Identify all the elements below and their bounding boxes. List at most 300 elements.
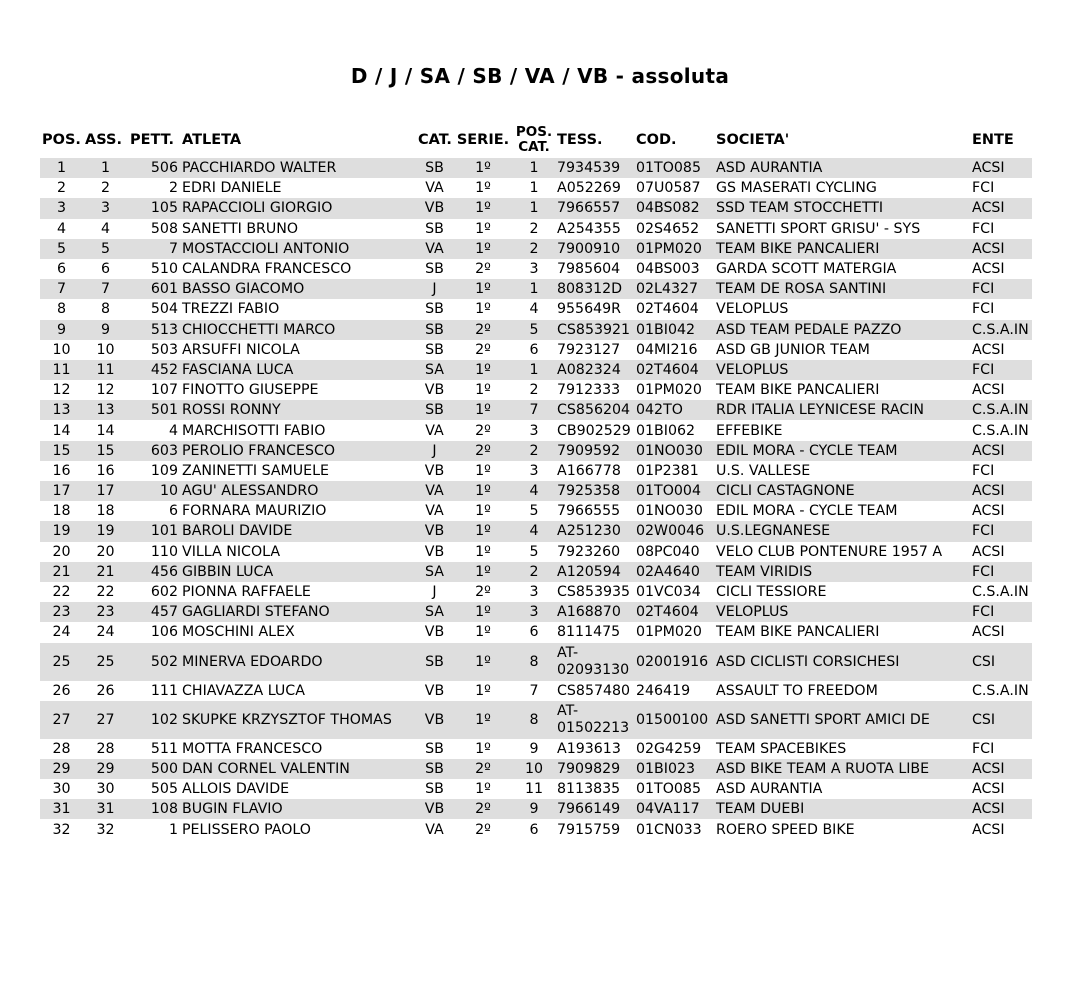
header-atleta: ATLETA: [182, 132, 242, 148]
results-table: [40, 122, 1032, 840]
cell-cod: 04BS003: [636, 261, 700, 278]
cell-atleta: FORNARA MAURIZIO: [182, 503, 327, 520]
cell-ente: ACSI: [972, 624, 1005, 641]
cell-pos: 21: [40, 562, 83, 582]
cell-societa: SSD TEAM STOCCHETTI: [714, 198, 970, 218]
cell-societa: VELO CLUB PONTENURE 1957 A: [716, 543, 943, 560]
cell-atleta: AGU' ALESSANDRO: [180, 481, 416, 501]
cell-atleta: MINERVA EDOARDO: [180, 643, 416, 681]
table-row: [40, 158, 1032, 178]
cell-serie: 1º: [475, 740, 491, 757]
cell-cat: SB: [416, 400, 453, 420]
cell-ass: 20: [96, 543, 115, 560]
cell-cod: 01BI023: [634, 759, 714, 779]
cell-pos: 9: [40, 320, 83, 340]
cell-ente: ACSI: [972, 503, 1005, 520]
cell-tess: A166778: [557, 462, 621, 479]
cell-pos: 1: [40, 158, 83, 178]
table-row: [40, 239, 1032, 259]
cell-serie: 1º: [475, 301, 491, 318]
cell-ente: FCI: [972, 220, 995, 237]
cell-societa: ASD SANETTI SPORT AMICI DE: [714, 701, 970, 739]
cell-pos: 24: [52, 624, 71, 641]
cell-serie: 2º: [475, 341, 491, 358]
cell-cod: 02T4604: [634, 360, 714, 380]
cell-ente: FCI: [970, 360, 1032, 380]
cell-pett: 502: [128, 643, 180, 681]
cell-cat: VA: [425, 422, 444, 439]
cell-poscat: 5: [529, 543, 539, 560]
cell-serie: 2º: [475, 261, 491, 278]
cell-poscat: 8: [513, 643, 555, 681]
cell-cat: VB: [416, 799, 453, 819]
table-row: [40, 643, 1032, 681]
cell-cat: SA: [416, 360, 453, 380]
cell-atleta: MOSTACCIOLI ANTONIO: [180, 239, 416, 259]
cell-societa: ROERO SPEED BIKE: [716, 821, 855, 838]
cell-atleta: MARCHISOTTI FABIO: [182, 422, 326, 439]
cell-cat: VB: [424, 543, 445, 560]
cell-pos: 5: [40, 239, 83, 259]
cell-ente: ACSI: [970, 239, 1032, 259]
cell-cat: SB: [425, 341, 444, 358]
cell-pett: 107: [150, 382, 178, 399]
cell-pos: 20: [52, 543, 71, 560]
cell-pett: 109: [150, 462, 178, 479]
cell-poscat: 10: [513, 759, 555, 779]
table-row: [40, 501, 1032, 521]
table-row: [40, 360, 1032, 380]
cell-tess: CS856204: [555, 400, 634, 420]
cell-ente: FCI: [970, 602, 1032, 622]
cell-pett: 510: [150, 261, 178, 278]
cell-cat: VA: [425, 503, 444, 520]
header-poscat-line1: POS.: [515, 124, 553, 140]
table-row: [40, 622, 1032, 642]
cell-atleta: TREZZI FABIO: [182, 301, 280, 318]
table-row: [40, 819, 1032, 839]
cell-cat: SB: [416, 759, 453, 779]
cell-cat: SB: [425, 261, 444, 278]
cell-atleta: PIONNA RAFFAELE: [182, 584, 311, 601]
cell-tess: A082324: [555, 360, 634, 380]
cell-cod: 08PC040: [636, 543, 700, 560]
cell-cat: VB: [416, 701, 453, 739]
cell-pett: 102: [128, 701, 180, 739]
cell-societa: GARDA SCOTT MATERGIA: [716, 261, 897, 278]
header-ente: ENTE: [972, 132, 1014, 148]
cell-poscat: 5: [513, 320, 555, 340]
cell-ente: ACSI: [972, 341, 1005, 358]
cell-pos: 11: [40, 360, 83, 380]
cell-poscat: 1: [529, 180, 539, 197]
cell-pos: 3: [40, 198, 83, 218]
cell-pett: 105: [128, 198, 180, 218]
cell-atleta: FASCIANA LUCA: [180, 360, 416, 380]
cell-ass: 28: [96, 740, 115, 757]
cell-pos: 7: [40, 279, 83, 299]
cell-serie: 2º: [475, 584, 491, 601]
cell-poscat: 6: [529, 341, 539, 358]
cell-poscat: 2: [529, 382, 539, 399]
cell-serie: 2º: [453, 441, 513, 461]
cell-pett: 456: [128, 562, 180, 582]
cell-tess: A193613: [557, 740, 621, 757]
cell-serie: 2º: [453, 759, 513, 779]
cell-cod: 246419: [636, 682, 691, 699]
cell-cat: J: [432, 584, 437, 601]
cell-ass: 11: [83, 360, 128, 380]
cell-ass: 7: [83, 279, 128, 299]
cell-atleta: GIBBIN LUCA: [180, 562, 416, 582]
cell-cod: 02G4259: [636, 740, 702, 757]
cell-poscat: 8: [513, 701, 555, 739]
cell-poscat: 7: [529, 682, 539, 699]
cell-societa: VELOPLUS: [714, 360, 970, 380]
cell-ass: 24: [96, 624, 115, 641]
cell-ente: FCI: [972, 301, 995, 318]
cell-ass: 5: [83, 239, 128, 259]
cell-ass: 12: [96, 382, 115, 399]
cell-pos: 13: [40, 400, 83, 420]
cell-cod: 01PM020: [636, 624, 702, 641]
cell-cod: 01P2381: [636, 462, 699, 479]
cell-societa: ASD TEAM PEDALE PAZZO: [714, 320, 970, 340]
table-row: [40, 219, 1032, 239]
cell-atleta: BASSO GIACOMO: [180, 279, 416, 299]
cell-cat: VB: [424, 624, 445, 641]
cell-pett: 508: [150, 220, 178, 237]
table-row: [40, 279, 1032, 299]
cell-cod: 01TO004: [634, 481, 714, 501]
cell-serie: 1º: [453, 562, 513, 582]
cell-serie: 1º: [453, 158, 513, 178]
cell-ente: C.S.A.IN: [972, 422, 1029, 439]
cell-serie: 1º: [453, 701, 513, 739]
cell-tess: A254355: [557, 220, 621, 237]
cell-ass: 9: [83, 320, 128, 340]
cell-serie: 2º: [453, 320, 513, 340]
cell-ente: C.S.A.IN: [970, 320, 1032, 340]
cell-tess: A120594: [555, 562, 634, 582]
cell-serie: 1º: [453, 239, 513, 259]
cell-cat: SA: [416, 602, 453, 622]
cell-serie: 2º: [475, 422, 491, 439]
cell-tess: 7985604: [557, 261, 621, 278]
cell-ass: 13: [83, 400, 128, 420]
cell-pett: 511: [150, 740, 178, 757]
cell-cat: VB: [424, 382, 445, 399]
cell-tess: A052269: [557, 180, 621, 197]
cell-ass: 3: [83, 198, 128, 218]
cell-poscat: 9: [529, 740, 539, 757]
cell-pett: 603: [128, 441, 180, 461]
cell-tess: CS853935: [557, 584, 631, 601]
cell-pos: 2: [56, 180, 67, 197]
cell-pett: 500: [128, 759, 180, 779]
cell-ente: ACSI: [972, 781, 1005, 798]
cell-pos: 15: [40, 441, 83, 461]
cell-cod: 01PM020: [634, 239, 714, 259]
cell-societa: CICLI TESSIORE: [716, 584, 827, 601]
cell-ass: 6: [100, 261, 111, 278]
table-row: [40, 542, 1032, 562]
cell-tess: A168870: [555, 602, 634, 622]
cell-tess: AT- 02093130: [555, 643, 634, 681]
cell-poscat: 1: [513, 198, 555, 218]
cell-cat: SB: [416, 158, 453, 178]
cell-tess: 7900910: [555, 239, 634, 259]
cell-atleta: CALANDRA FRANCESCO: [182, 261, 352, 278]
cell-tess: 7909829: [555, 759, 634, 779]
table-row: [40, 461, 1032, 481]
header-poscat-line2: CAT.: [518, 139, 550, 155]
cell-cod: 01VC034: [636, 584, 701, 601]
cell-societa: ASD CICLISTI CORSICHESI: [714, 643, 970, 681]
header-cod: COD.: [636, 132, 677, 148]
cell-societa: ASD AURANTIA: [716, 781, 823, 798]
cell-cod: 01500100: [634, 701, 714, 739]
header-ass: ASS.: [85, 132, 122, 148]
cell-societa: TEAM BIKE PANCALIERI: [714, 239, 970, 259]
cell-poscat: 3: [513, 602, 555, 622]
cell-pett: 501: [128, 400, 180, 420]
cell-ass: 31: [83, 799, 128, 819]
cell-societa: TEAM BIKE PANCALIERI: [716, 382, 880, 399]
cell-poscat: 3: [529, 584, 539, 601]
cell-atleta: BAROLI DAVIDE: [180, 521, 416, 541]
table-header-row: [40, 122, 1032, 158]
cell-cat: VA: [416, 481, 453, 501]
cell-atleta: CHIAVAZZA LUCA: [182, 682, 305, 699]
cell-cat: J: [416, 441, 453, 461]
cell-cod: 02W0046: [634, 521, 714, 541]
cell-cat: VB: [416, 521, 453, 541]
cell-ente: ACSI: [972, 821, 1005, 838]
table-row: [40, 259, 1032, 279]
cell-poscat: 4: [513, 481, 555, 501]
cell-cod: 042TO: [634, 400, 714, 420]
cell-pos: 19: [40, 521, 83, 541]
cell-societa: VELOPLUS: [714, 602, 970, 622]
cell-pett: 505: [150, 781, 178, 798]
cell-ente: ACSI: [970, 198, 1032, 218]
cell-pos: 29: [40, 759, 83, 779]
cell-serie: 1º: [453, 481, 513, 501]
header-poscat: [513, 122, 555, 158]
cell-ass: 19: [83, 521, 128, 541]
cell-pett: 2: [168, 180, 178, 197]
table-row: [40, 380, 1032, 400]
cell-ass: 18: [96, 503, 115, 520]
cell-poscat: 2: [529, 220, 539, 237]
cell-societa: GS MASERATI CYCLING: [716, 180, 877, 197]
cell-ente: FCI: [972, 462, 995, 479]
cell-pos: 6: [56, 261, 67, 278]
cell-serie: 1º: [453, 602, 513, 622]
cell-pett: 602: [150, 584, 178, 601]
cell-poscat: 3: [529, 261, 539, 278]
cell-cod: 02T4604: [636, 301, 699, 318]
header-pos: POS.: [42, 132, 81, 148]
cell-tess: CS857480: [557, 682, 631, 699]
cell-tess: 7915759: [557, 821, 621, 838]
cell-ente: C.S.A.IN: [972, 584, 1029, 601]
table-row: [40, 602, 1032, 622]
cell-atleta: EDRI DANIELE: [182, 180, 282, 197]
cell-tess: 8111475: [557, 624, 621, 641]
cell-tess: 7912333: [557, 382, 621, 399]
cell-serie: 1º: [453, 400, 513, 420]
cell-tess: A251230: [555, 521, 634, 541]
cell-tess: 7966149: [555, 799, 634, 819]
cell-pett: 110: [150, 543, 178, 560]
cell-poscat: 11: [524, 781, 544, 798]
cell-pos: 16: [52, 462, 71, 479]
cell-societa: TEAM DUEBI: [714, 799, 970, 819]
table-row: [40, 400, 1032, 420]
cell-poscat: 4: [513, 521, 555, 541]
cell-ente: ACSI: [972, 261, 1005, 278]
cell-cod: 02S4652: [636, 220, 700, 237]
cell-serie: 1º: [475, 543, 491, 560]
cell-cat: VB: [424, 462, 445, 479]
cell-ass: 30: [96, 781, 115, 798]
cell-ass: 21: [83, 562, 128, 582]
cell-ass: 15: [83, 441, 128, 461]
cell-cod: 01TO085: [634, 158, 714, 178]
cell-pett: 1: [168, 821, 178, 838]
cell-ente: FCI: [970, 562, 1032, 582]
cell-tess: CB902529: [557, 422, 631, 439]
cell-pos: 10: [52, 341, 71, 358]
cell-pett: 601: [128, 279, 180, 299]
cell-societa: ASD BIKE TEAM A RUOTA LIBE: [714, 759, 970, 779]
cell-atleta: ROSSI RONNY: [180, 400, 416, 420]
cell-atleta: DAN CORNEL VALENTIN: [180, 759, 416, 779]
cell-pett: 4: [168, 422, 178, 439]
cell-tess: 7934539: [555, 158, 634, 178]
cell-atleta: VILLA NICOLA: [182, 543, 281, 560]
cell-ente: FCI: [970, 521, 1032, 541]
cell-pett: 10: [128, 481, 180, 501]
table-row: [40, 521, 1032, 541]
cell-pett: 6: [168, 503, 178, 520]
table-row: [40, 320, 1032, 340]
table-row: [40, 299, 1032, 319]
cell-pett: 506: [128, 158, 180, 178]
cell-pos: 26: [52, 682, 71, 699]
cell-societa: TEAM DE ROSA SANTINI: [714, 279, 970, 299]
cell-serie: 2º: [453, 799, 513, 819]
cell-cod: 02001916: [634, 643, 714, 681]
cell-ente: ACSI: [970, 441, 1032, 461]
cell-ente: FCI: [972, 180, 995, 197]
cell-ass: 10: [96, 341, 115, 358]
cell-societa: VELOPLUS: [716, 301, 789, 318]
page-title: D / J / SA / SB / VA / VB - assoluta: [350, 64, 730, 88]
cell-pett: 504: [150, 301, 178, 318]
cell-societa: RDR ITALIA LEYNICESE RACIN: [714, 400, 970, 420]
cell-societa: ASD GB JUNIOR TEAM: [716, 341, 870, 358]
cell-cat: SB: [425, 301, 444, 318]
cell-poscat: 1: [513, 158, 555, 178]
cell-serie: 1º: [453, 279, 513, 299]
table-row: [40, 562, 1032, 582]
cell-poscat: 2: [513, 441, 555, 461]
cell-ente: ACSI: [972, 382, 1005, 399]
table-row: [40, 340, 1032, 360]
table-row: [40, 582, 1032, 602]
header-cat: CAT.: [418, 132, 452, 148]
cell-ente: FCI: [970, 279, 1032, 299]
cell-poscat: 3: [529, 422, 539, 439]
cell-ente: C.S.A.IN: [970, 400, 1032, 420]
cell-societa: EDIL MORA - CYCLE TEAM: [714, 441, 970, 461]
cell-ass: 14: [96, 422, 115, 439]
cell-cat: VA: [416, 239, 453, 259]
cell-tess: AT- 01502213: [555, 701, 634, 739]
cell-cod: 04VA117: [634, 799, 714, 819]
cell-ass: 22: [96, 584, 115, 601]
cell-societa: U.S.LEGNANESE: [714, 521, 970, 541]
cell-cat: SB: [425, 220, 444, 237]
cell-cod: 02L4327: [634, 279, 714, 299]
cell-pos: 17: [40, 481, 83, 501]
cell-cod: 01TO085: [636, 781, 701, 798]
cell-atleta: CHIOCCHETTI MARCO: [180, 320, 416, 340]
table-row: [40, 779, 1032, 799]
cell-pett: 111: [150, 682, 178, 699]
cell-serie: 1º: [475, 220, 491, 237]
cell-poscat: 2: [513, 239, 555, 259]
cell-societa: SANETTI SPORT GRISU' - SYS: [716, 220, 921, 237]
cell-cat: VA: [425, 821, 444, 838]
cell-cat: SB: [425, 781, 444, 798]
cell-pos: 12: [52, 382, 71, 399]
cell-ass: 29: [83, 759, 128, 779]
cell-serie: 1º: [453, 643, 513, 681]
cell-cod: 01CN033: [636, 821, 702, 838]
header-societa: SOCIETA': [716, 132, 790, 148]
cell-atleta: PELISSERO PAOLO: [182, 821, 311, 838]
cell-pos: 32: [52, 821, 71, 838]
cell-pett: 7: [128, 239, 180, 259]
cell-societa: TEAM BIKE PANCALIERI: [716, 624, 880, 641]
table-row: [40, 481, 1032, 501]
cell-ente: ACSI: [970, 799, 1032, 819]
cell-cat: SB: [416, 320, 453, 340]
cell-serie: 1º: [475, 382, 491, 399]
cell-poscat: 1: [513, 360, 555, 380]
cell-atleta: ARSUFFI NICOLA: [182, 341, 300, 358]
cell-societa: ASD AURANTIA: [714, 158, 970, 178]
cell-poscat: 5: [529, 503, 539, 520]
cell-serie: 1º: [475, 624, 491, 641]
cell-societa: CICLI CASTAGNONE: [714, 481, 970, 501]
cell-ente: FCI: [972, 740, 995, 757]
cell-tess: 7923127: [557, 341, 621, 358]
cell-pett: 101: [128, 521, 180, 541]
cell-pos: 28: [52, 740, 71, 757]
cell-atleta: PEROLIO FRANCESCO: [180, 441, 416, 461]
cell-cod: 02T4604: [634, 602, 714, 622]
cell-ass: 1: [83, 158, 128, 178]
cell-poscat: 7: [513, 400, 555, 420]
cell-pett: 457: [128, 602, 180, 622]
cell-ass: 23: [83, 602, 128, 622]
cell-atleta: MOSCHINI ALEX: [182, 624, 295, 641]
